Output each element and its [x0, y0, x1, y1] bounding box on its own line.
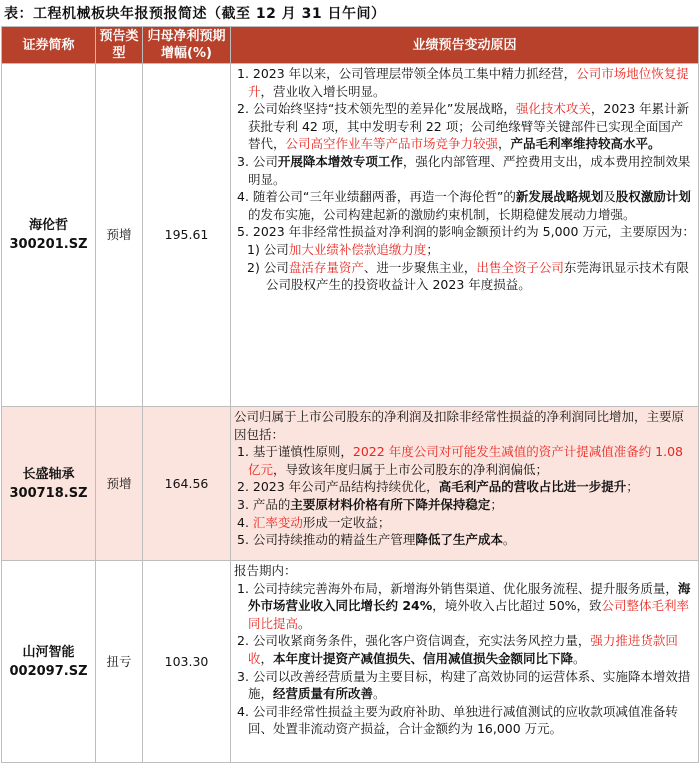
security-name: 山河智能	[22, 644, 75, 660]
reason-text: ，营业收入增长明显。	[260, 83, 386, 99]
reason-text: 5. 公司持续推动的精益生产管理	[237, 532, 416, 548]
header-row	[2, 27, 699, 64]
header-growth: 归母净利预期增幅(%)	[143, 27, 231, 64]
reason-text: 4. 随着公司“三年业绩翻两番，再造一个海伦哲”的	[237, 189, 516, 205]
reason-text: 3. 公司以改善经营质量为主要目标，构建了高效协同的运营体系、实施降本增效措施，	[237, 668, 691, 702]
forecast-type: 扭亏	[96, 561, 143, 763]
forecast-type: 预增	[96, 64, 143, 407]
reason-text: 形成一定收益；	[302, 514, 391, 530]
table-row	[2, 64, 699, 407]
reason-item	[234, 478, 695, 496]
reason-text: 1. 2023 年以来，公司管理层带领全体员工集中精力抓经营，	[237, 66, 577, 81]
security-name-cell	[2, 407, 96, 561]
reason-item	[234, 241, 695, 259]
highlight-text: 出售全资子公司	[476, 259, 564, 275]
header-type: 预告类型	[96, 27, 143, 64]
reason-text: 2) 公司	[247, 259, 289, 275]
highlight-text: 2022 年度公司对可能发生减值的资产计提减值准备约 1.08 亿元	[248, 444, 683, 477]
security-code: 002097.SZ	[9, 663, 88, 679]
reason-text: ，	[498, 136, 511, 152]
reason-text: 4.	[237, 514, 253, 530]
reason-text: 1. 公司持续完善海外布局，新增海外销售渠道、优化服务流程、提升服务质量，	[237, 580, 678, 596]
reason-text: 、进一步聚焦主业，	[363, 259, 477, 275]
reason-text: 3. 产品的	[237, 496, 291, 512]
header-name: 证券简称	[2, 27, 96, 64]
reason-text: 报告期内：	[234, 563, 297, 578]
highlight-text: 盘活存量资产	[288, 259, 364, 275]
reason-text: 2. 公司始终坚持“技术领先型的差异化”发展战略，	[237, 101, 516, 117]
growth-value: 103.30	[143, 561, 231, 763]
reason-text: 2. 公司收紧商务条件，强化客户资信调查，充实法务风控力量，	[237, 633, 591, 649]
reason-text: 5. 2023 年非经常性损益对净利润的影响金额预计约为 5,000 万元，主要原因为：	[237, 224, 695, 240]
earnings-forecast-table	[1, 26, 699, 763]
security-name-cell	[2, 561, 96, 763]
header-reason: 业绩预告变动原因	[231, 27, 699, 64]
reason-text: ，境外收入占比超过 50%，致	[432, 598, 602, 614]
reason-text: ，2023 年累计新获批专利 42 项，其中发明专利 22 项；公司绝缘臂等关键部件已实现全面国产替代，	[248, 101, 690, 152]
table-row	[2, 561, 699, 763]
security-code: 300718.SZ	[9, 485, 88, 501]
reason-text: 1) 公司	[247, 241, 289, 257]
reason-text: 的发布实施，公司构建起新的激励约束机制，长期稳健发展动力增强。	[248, 206, 636, 222]
reason-cell	[231, 561, 699, 763]
reason-item	[234, 703, 695, 738]
bold-text: 本年度计提资产减值损失、信用减值损失金额同比下降	[273, 650, 574, 666]
reason-item	[234, 443, 695, 478]
table-row	[2, 407, 699, 561]
bold-text: 新发展战略规划	[515, 189, 604, 205]
reason-item	[234, 514, 695, 532]
reason-item	[234, 188, 695, 223]
growth-value: 164.56	[143, 407, 231, 561]
reason-item	[234, 100, 695, 153]
reason-item	[234, 408, 695, 443]
reason-item	[234, 632, 695, 667]
security-name-cell	[2, 64, 96, 407]
bold-text: 海外市场营业收入同比增长约 24%	[248, 580, 691, 614]
reason-text: ；	[626, 479, 639, 495]
growth-value: 195.61	[143, 64, 231, 407]
reason-text: 。	[573, 650, 586, 666]
reason-item	[234, 259, 695, 294]
security-code: 300201.SZ	[9, 237, 88, 252]
reason-text: ；	[426, 241, 439, 257]
reason-text: ，	[260, 650, 274, 666]
table-caption: 表：工程机械板块年报预报简述（截至 12 月 31 日午间）	[4, 6, 386, 22]
reason-text: ，导致该年度归属于上市公司股东的净利润偏低；	[273, 461, 549, 477]
bold-text: 经营质量有所改善	[273, 686, 374, 702]
reason-item	[234, 496, 695, 514]
reason-text: 4. 公司非经常性损益主要为政府补助、单独进行减值测试的应收款项减值准备转回、处置非流动资产损益，合计金额约为 16,000 万元。	[237, 703, 678, 737]
reason-text: 2. 2023 年公司产品结构持续优化，	[237, 479, 439, 495]
security-name: 长盛轴承	[22, 466, 75, 482]
highlight-text: 加大业绩补偿款追缴力度	[288, 241, 427, 257]
bold-text: 股权激励计划	[615, 189, 691, 205]
reason-text: 。	[502, 532, 516, 548]
reason-item	[234, 668, 695, 703]
bold-text: 产品毛利率维持较高水平。	[510, 136, 661, 152]
reason-text: 3. 公司	[237, 153, 278, 169]
reason-text: ，强化内部管理、严控费用支出，成本费用控制效果明显。	[248, 153, 691, 187]
highlight-text: 公司整体毛利率同比提高	[248, 598, 690, 631]
security-name: 海伦哲	[28, 218, 68, 233]
reason-item	[234, 153, 695, 188]
reason-item	[234, 223, 695, 241]
reason-text: 及	[603, 189, 616, 205]
highlight-text: 公司高空作业车等产品市场竞争力较强	[285, 136, 499, 152]
reason-item	[234, 65, 695, 100]
reason-text: ；	[490, 496, 503, 512]
highlight-text: 强力推进货款回收	[248, 633, 678, 666]
reason-item	[234, 531, 695, 549]
bold-text: 降低了生产成本	[415, 532, 503, 548]
highlight-text: 汇率变动	[252, 514, 303, 530]
reason-item	[234, 562, 695, 580]
reason-text: 公司归属于上市公司股东的净利润及扣除非经常性损益的净利润同比增加，主要原因包括：	[234, 409, 685, 442]
highlight-text: 强化技术攻关	[515, 101, 591, 117]
reason-cell	[231, 407, 699, 561]
bold-text: 开展降本增效专项工作	[277, 153, 403, 169]
reason-text: 1. 基于谨慎性原则，	[237, 444, 353, 460]
reason-item	[234, 580, 695, 633]
reason-text: 东莞海讯显示技术有限公司股权产生的投资收益计入 2023 年度损益。	[266, 259, 689, 293]
forecast-type: 预增	[96, 407, 143, 561]
highlight-text: 公司市场地位恢复提升	[248, 66, 689, 99]
bold-text: 主要原材料价格有所下降并保持稳定	[290, 496, 491, 512]
bold-text: 高毛利产品的营收占比进一步提升	[438, 479, 627, 495]
reason-text: 。	[298, 615, 311, 631]
reason-cell	[231, 64, 699, 407]
reason-text: 。	[373, 686, 386, 702]
